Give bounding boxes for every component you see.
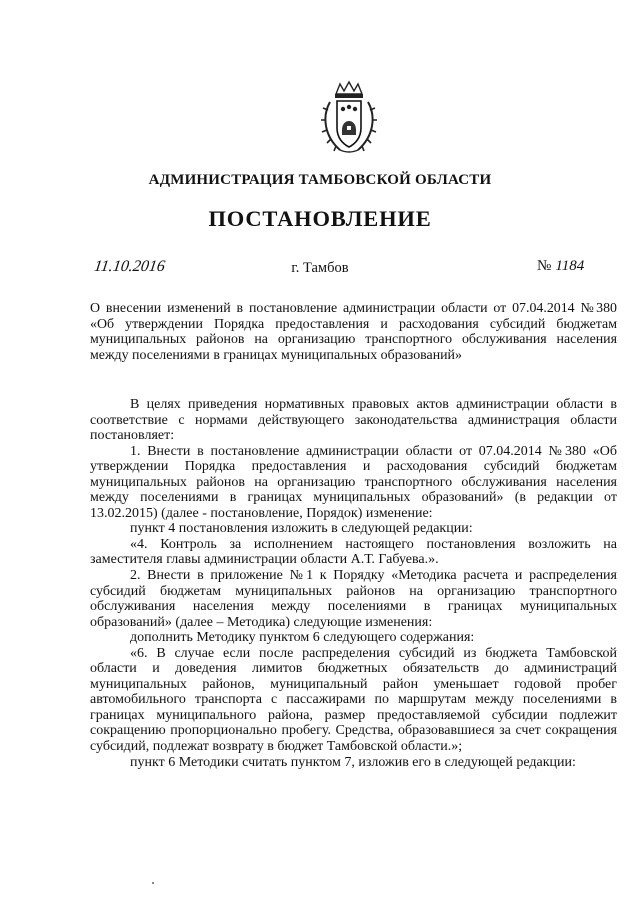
document-type-title: ПОСТАНОВЛЕНИЕ <box>208 206 432 231</box>
document-date: 11.10.2016 <box>92 258 167 275</box>
body-paragraph: «4. Контроль за исполнением настоящего постановления возложить на заместителя главы администрации области А.Т. Габуева.». <box>90 536 617 568</box>
body-paragraph: В целях приведения нормативных правовых актов администрации области в соответствие с нормами действующего законодательства администрация области постановляет: <box>90 397 617 444</box>
document-body <box>90 397 617 770</box>
body-paragraph: пункт 4 постановления изложить в следующей редакции: <box>130 521 473 537</box>
body-paragraph: 2. Внести в приложение №1 к Порядку «Методика расчета и распределения субсидий бюджетам муниципальных районов на организацию транспортного обслуживания населения между поселениями в границах муниципальных образований» (далее – Методика) следующие изменения: <box>90 568 617 630</box>
number-label: № <box>537 258 552 274</box>
body-paragraph: пункт 6 Методики считать пунктом 7, изложив его в следующей редакции: <box>130 754 576 770</box>
organization-name: АДМИНИСТРАЦИЯ ТАМБОВСКОЙ ОБЛАСТИ <box>148 172 492 188</box>
document-subject: О внесении изменений в постановление администрации области от 07.04.2014 №380 «Об утверждении Порядка предоставления и расходования субсидий бюджетам муниципальных районов на организацию транспортного обслуживания населения между поселениями в границах муниципальных образований» <box>90 301 617 363</box>
document-city: г. Тамбов <box>291 260 349 276</box>
body-paragraph: 1. Внести в постановление администрации области от 07.04.2014 №380 «Об утверждении Порядка предоставления и расходования субсидий бюджетам муниципальных районов на организацию транспортного обслуживания населения между поселениями в границах муниципальных образований» (в редакции от 13.02.2015) (далее - постановление, Порядок) изменение: <box>90 443 617 521</box>
coat-of-arms-icon <box>318 80 380 156</box>
body-paragraph: дополнить Методику пунктом 6 следующего содержания: <box>130 630 475 646</box>
body-paragraph: «6. В случае если после распределения субсидий из бюджета Тамбовской области и доведения лимитов бюджетных обязательств до администраций муниципальных районов, муниципальный район уменьшает годовой пробег автомобильного транспорта с пассажирами по маршрутам между поселениями в границах муниципального района, размер предоставляемой субсидии подлежит сокращению пропорционально пробегу. Средства, образовавшиеся за счет сокращения субсидий, подлежат возврату в бюджет Тамбовской области.»; <box>90 645 617 755</box>
document-number <box>537 258 584 275</box>
number-value: 1184 <box>555 258 585 274</box>
scan-speck <box>152 882 154 884</box>
